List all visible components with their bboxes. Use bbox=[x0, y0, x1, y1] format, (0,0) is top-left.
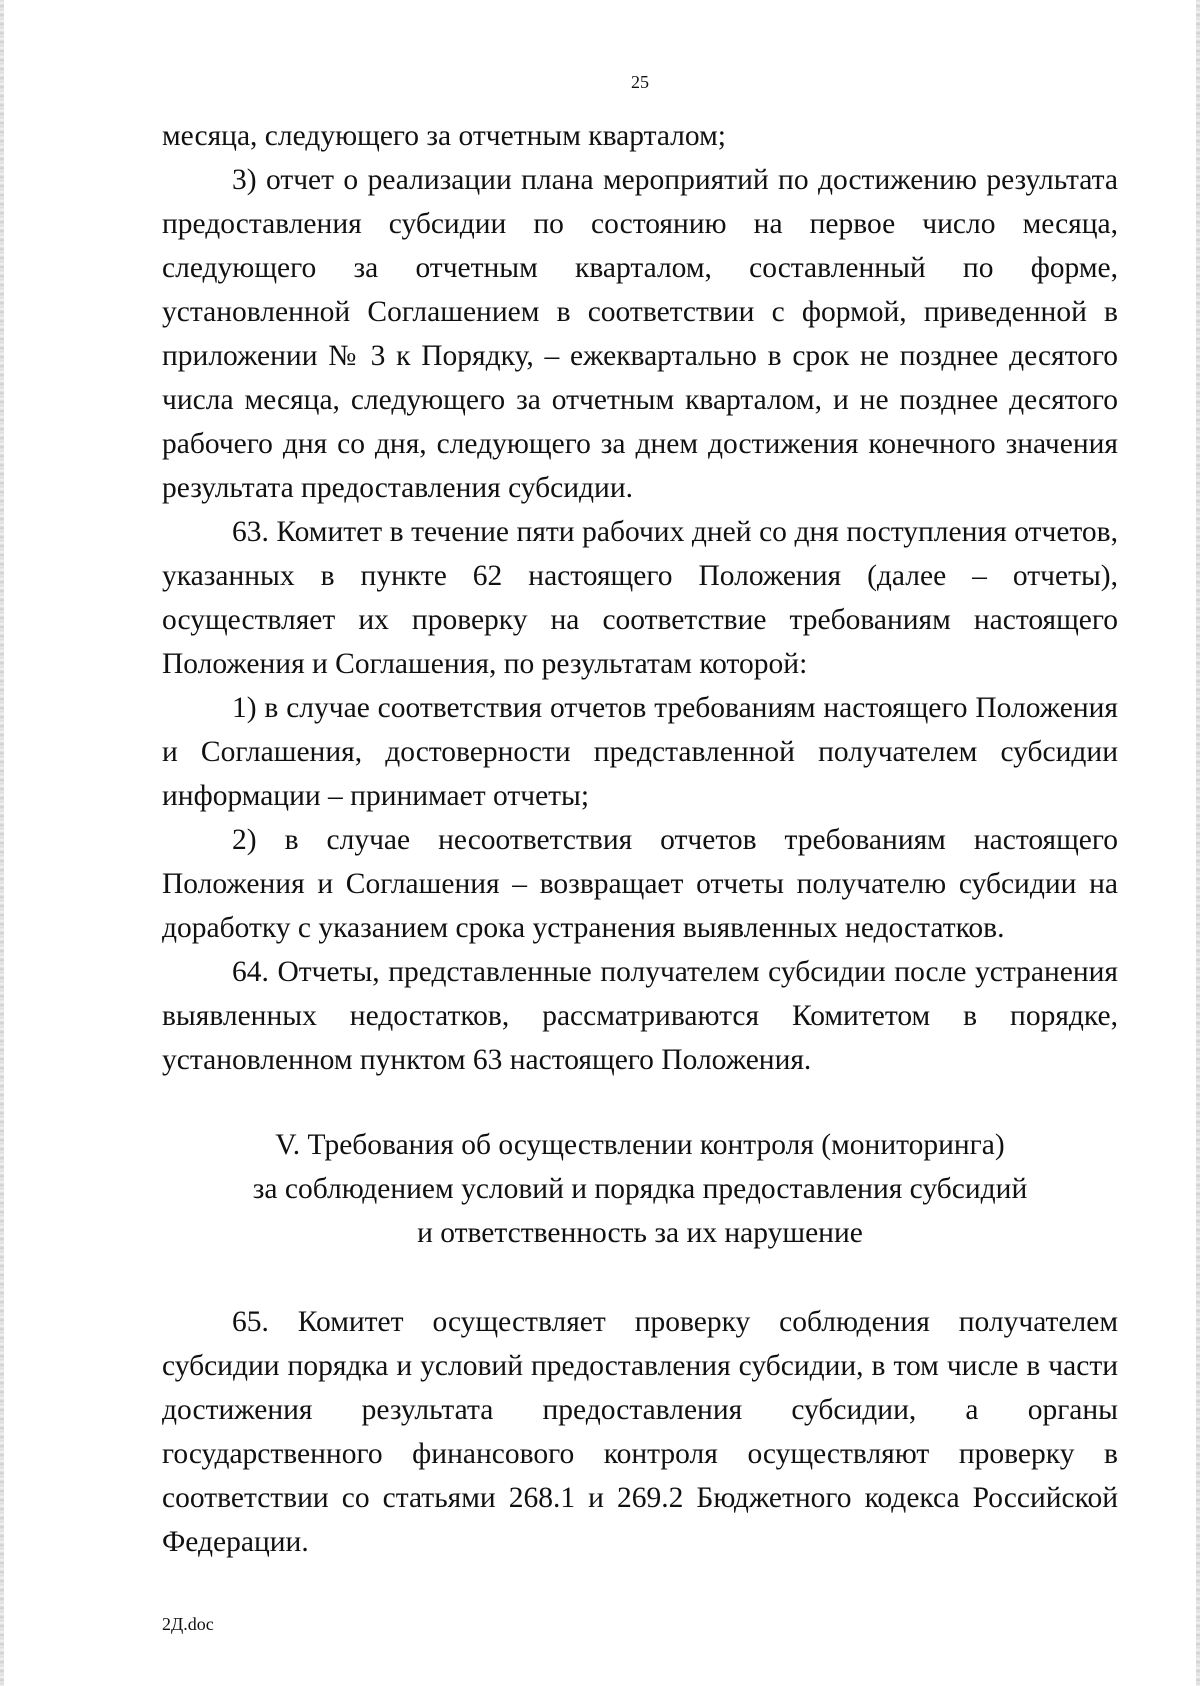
paragraph-63-item-2: 2) в случае несоответствия отчетов требованиям настоящего Положения и Соглашения – возвращает отчеты получателю субсидии на доработку с указанием срока устранения выявленных недостатков. bbox=[162, 824, 1118, 944]
paragraph-63: 63. Комитет в течение пяти рабочих дней со дня поступления отчетов, указанных в пункте 62 настоящего Положения (далее – отчеты), осуществляет их проверку на соответствие требованиям настоящего Положения и Соглашения, по результатам которой: bbox=[162, 516, 1118, 680]
paragraph-item-3: 3) отчет о реализации плана мероприятий по достижению результата предоставления субсидии по состоянию на первое число месяца, следующего за отчетным кварталом, составленный по форме, установленной Соглашением в соответствии с формой, приведенной в приложении № 3 к Порядку, – ежеквартально в срок не позднее десятого числа месяца, следующего за отчетным кварталом, и не позднее десятого рабочего дня со дня, следующего за днем достижения конечного значения результата предоставления субсидии. bbox=[162, 164, 1118, 504]
page-number: 25 bbox=[631, 72, 649, 92]
paragraph-64: 64. Отчеты, представленные получателем субсидии после устранения выявленных недостатков, рассматриваются Комитетом в порядке, установленном пунктом 63 настоящего Положения. bbox=[162, 956, 1118, 1076]
section-heading-line-1: V. Требования об осуществлении контроля (мониторинга) bbox=[275, 1129, 1005, 1161]
scan-edge-right bbox=[1196, 0, 1200, 1686]
paragraph-63-item-1: 1) в случае соответствия отчетов требованиям настоящего Положения и Соглашения, достоверности представленной получателем субсидии информации – принимает отчеты; bbox=[162, 692, 1118, 812]
section-heading bbox=[162, 1123, 1118, 1255]
section-heading-line-2: за соблюдением условий и порядка предоставления субсидий bbox=[252, 1173, 1028, 1205]
paragraph-65: 65. Комитет осуществляет проверку соблюдения получателем субсидии порядка и условий предоставления субсидии, в том числе в части достижения результата предоставления субсидии, а органы государственного финансового контроля осуществляют проверку в соответствии со статьями 268.1 и 269.2 Бюджетного кодекса Российской Федерации. bbox=[162, 1306, 1118, 1558]
scan-edge-left bbox=[0, 0, 4, 1686]
paragraph-continuation: месяца, следующего за отчетным кварталом; bbox=[162, 120, 726, 152]
section-heading-line-3: и ответственность за их нарушение bbox=[417, 1217, 863, 1249]
footer-filename: 2Д.doc bbox=[162, 1614, 214, 1634]
document-body bbox=[162, 114, 1118, 1564]
